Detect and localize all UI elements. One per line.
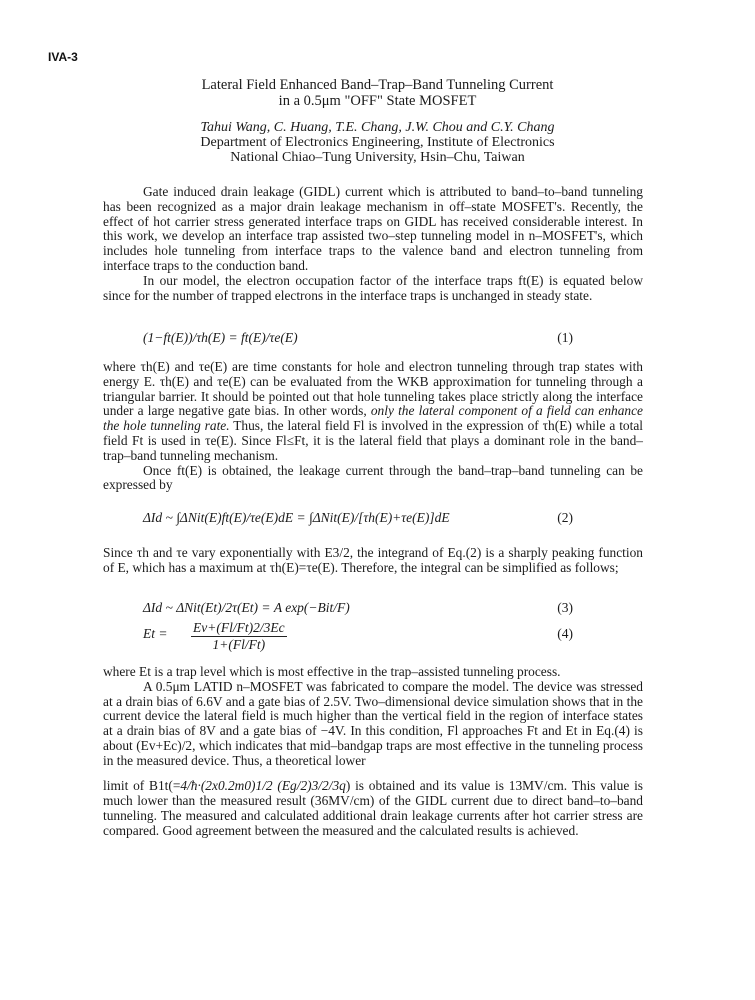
equation-3 — [103, 600, 643, 620]
equation-2 — [103, 510, 643, 530]
abstract-block-5 — [103, 778, 643, 838]
equation-4 — [103, 620, 643, 656]
equation-4-fraction — [191, 620, 287, 653]
abstract-block-3 — [103, 546, 643, 576]
paragraph-intro: Gate induced drain leakage (GIDL) current which is attributed to band–to–band tunneling has been recognized as a major drain leakage mechanism in off–state MOSFET's. Recently, the effect of hot carrier stress generated interface traps on GIDL has received considerable interest. In this work, we develop an interface trap assisted two–step tunneling model in n–MOSFET's, which includes hole tunneling from interface traps to the valence band and electron tunneling from interface traps to the conduction band. — [103, 184, 643, 273]
equation-2-number: (2) — [557, 510, 573, 525]
abstract-block-1 — [103, 185, 643, 303]
paper-title-line-2: in a 0.5μm "OFF" State MOSFET — [278, 93, 477, 109]
abstract-block-2 — [103, 360, 643, 493]
equation-4-denominator: 1+(Fl/Ft) — [212, 637, 266, 652]
page-label: IVA-3 — [48, 50, 78, 64]
affiliation-line-1: Department of Electronics Engineering, Institute of Electronics — [200, 135, 555, 150]
paragraph-time-constants: where τh(E) and τe(E) are time constants for hole and electron tunneling through trap states with energy E. τh(E) and τe(E) can be evaluated from the WKB approximation for tunneling through a triangular barrier. It should be pointed out that hole tunneling takes place strictly along the interface under a large negative gate bias. In other words, only the lateral component of a field can enhance the hole tunneling rate. Thus, the lateral field Fl is involved in the expression of τh(E) while a total field Ft is used in τe(E). Since Fl≤Ft, it is the lateral field that plays a dominant role in the band–trap–band tunneling mechanism. — [103, 359, 643, 463]
paragraph-experiment: A 0.5μm LATID n–MOSFET was fabricated to compare the model. The device was stressed at a drain bias of 6.6V and a gate bias of 2.5V. Two–dimensional device simulation shows that in the current device the lateral field is much higher than the vertical field in the region of interface states at a drain bias of 8V and a gate bias of −4V. In this condition, Fl approaches Ft and Et in Eq.(4) is about (Ev+Ec)/2, which indicates that mid–bandgap traps are most effective in the tunneling process in the measured device. Thus, a theoretical lower — [103, 678, 643, 768]
abstract-block-4 — [103, 665, 643, 769]
authors: Tahui Wang, C. Huang, T.E. Chang, J.W. Chou and C.Y. Chang — [200, 120, 555, 135]
emphasis-lateral-field: only the lateral component of a field can enhance the hole tunneling rate. — [103, 403, 643, 434]
equation-3-number: (3) — [557, 600, 573, 615]
equation-1 — [103, 330, 643, 350]
paragraph-simplification: Since τh and τe vary exponentially with E3/2, the integrand of Eq.(2) is a sharply peaking function of E, which has a maximum at τh(E)=τe(E). Therefore, the integral can be simplified as follows; — [103, 545, 643, 575]
paragraph-leakage-expression: Once ft(E) is obtained, the leakage current through the band–trap–band tunneling can be expressed by — [103, 462, 643, 493]
affiliation-line-2: National Chiao–Tung University, Hsin–Chu, Taiwan — [230, 150, 525, 165]
b1t-formula: 4/ħ·(2x0.2m0)1/2 (Eg/2)3/2/3q — [180, 778, 346, 793]
paragraph-model: In our model, the electron occupation factor of the interface traps ft(E) is equated below since for the number of trapped electrons in the interface traps is unchanged in steady state. — [103, 272, 643, 303]
equation-4-number: (4) — [557, 626, 573, 641]
equation-1-number: (1) — [557, 330, 573, 345]
equation-4-lhs: Et = — [143, 626, 168, 641]
paper-title-line-1: Lateral Field Enhanced Band–Trap–Band Tunneling Current — [201, 77, 554, 93]
equation-3-expression: ΔId ~ ΔNit(Et)/2τ(Et) = A exp(−Bit/F) — [143, 600, 350, 615]
paragraph-conclusion: limit of B1t(=4/ħ·(2x0.2m0)1/2 (Eg/2)3/2/3q) is obtained and its value is 13MV/cm. This value is much lower than the measured result (36MV/cm) of the GIDL current due to direct band–to–band tunneling. The measured and calculated additional drain leakage currents after hot carrier stress are compared. Good agreement between the measured and the calculated results is achieved. — [103, 778, 643, 838]
equation-2-expression: ΔId ~ ∫ΔNit(E)ft(E)/τe(E)dE = ∫ΔNit(E)/[τh(E)+τe(E)]dE — [143, 510, 450, 525]
equation-4-numerator: Ev+(Fl/Ft)2/3Ec — [193, 620, 285, 635]
paragraph-trap-level: where Et is a trap level which is most effective in the trap–assisted tunneling process. — [103, 664, 561, 679]
equation-1-expression: (1−ft(E))/τh(E) = ft(E)/τe(E) — [143, 330, 298, 345]
